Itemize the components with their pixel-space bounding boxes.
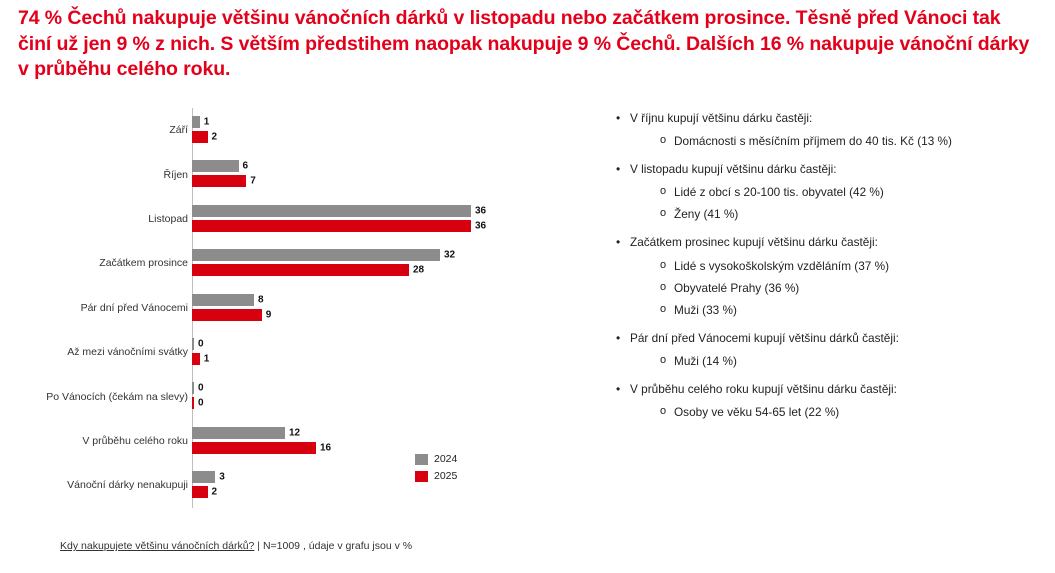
bullet-icon: • bbox=[616, 235, 621, 250]
sub-bullet-icon: o bbox=[660, 302, 667, 315]
insight-sub-text: Obyvatelé Prahy (36 %) bbox=[674, 280, 800, 295]
sub-bullet-icon: o bbox=[660, 405, 667, 418]
chart-row bbox=[20, 108, 600, 152]
legend-label: 2024 bbox=[434, 453, 458, 465]
chart-bar bbox=[192, 353, 200, 365]
insight-sub-text: Lidé z obcí s 20-100 tis. obyvatel (42 %) bbox=[674, 185, 884, 200]
legend-item-2024 bbox=[415, 453, 457, 465]
sub-bullet-icon: o bbox=[660, 280, 667, 293]
bullet-icon: • bbox=[616, 162, 621, 177]
chart-bar bbox=[192, 220, 471, 232]
insight-block bbox=[612, 161, 1042, 223]
chart-bar bbox=[192, 427, 285, 439]
bullet-icon: • bbox=[616, 382, 621, 397]
chart-row bbox=[20, 419, 600, 463]
insight-block bbox=[612, 110, 1042, 150]
insight-sub bbox=[612, 353, 1042, 370]
chart-bars bbox=[192, 330, 592, 374]
chart-bar bbox=[192, 397, 194, 409]
sub-bullet-icon: o bbox=[660, 258, 667, 271]
insight-main-text: V průběhu celého roku kupují většinu dárku častěji: bbox=[630, 382, 897, 397]
chart-bar-value: 36 bbox=[475, 220, 487, 232]
chart-bar-value: 1 bbox=[203, 353, 210, 365]
chart-bar bbox=[192, 160, 239, 172]
chart-bar-value: 3 bbox=[219, 471, 225, 483]
chart-bars bbox=[192, 463, 592, 507]
chart-bar-value: 2 bbox=[211, 486, 218, 498]
bullet-icon: • bbox=[616, 111, 621, 125]
chart-bars bbox=[192, 374, 592, 418]
sub-bullet-icon: o bbox=[660, 353, 667, 366]
insight-sub-text: Osoby ve věku 54-65 let (22 %) bbox=[674, 405, 840, 420]
chart-bar-value: 16 bbox=[320, 442, 332, 454]
chart-legend bbox=[415, 453, 457, 487]
chart-bar-value: 0 bbox=[198, 382, 204, 394]
chart-bar bbox=[192, 338, 194, 350]
chart-category-label: Po Vánocích (čekám na slevy) bbox=[46, 390, 188, 403]
insight-block bbox=[612, 234, 1042, 318]
insight-main bbox=[612, 161, 1042, 178]
chart-category-label: Říjen bbox=[163, 168, 188, 181]
chart-bar-value: 9 bbox=[265, 309, 272, 321]
insight-main bbox=[612, 110, 1042, 127]
legend-label: 2025 bbox=[434, 470, 458, 482]
insight-sub-text: Ženy (41 %) bbox=[674, 207, 739, 222]
bar-chart bbox=[20, 108, 600, 528]
sub-bullet-icon: o bbox=[660, 185, 667, 198]
insight-sub bbox=[612, 258, 1042, 275]
legend-item-2025 bbox=[415, 470, 457, 482]
footnote-rest: | N=1009 , údaje v grafu jsou v % bbox=[254, 540, 413, 552]
chart-bar-value: 1 bbox=[203, 116, 210, 128]
chart-bar bbox=[192, 264, 409, 276]
chart-row bbox=[20, 152, 600, 196]
insight-main-text: V říjnu kupují většinu dárku častěji: bbox=[630, 111, 813, 125]
legend-swatch-icon bbox=[415, 454, 428, 465]
chart-bar bbox=[192, 294, 254, 306]
chart-row bbox=[20, 330, 600, 374]
chart-category-label: Až mezi vánočními svátky bbox=[67, 346, 188, 359]
footnote-question: Kdy nakupujete většinu vánočních dárků? bbox=[60, 540, 255, 552]
chart-bar-value: 12 bbox=[289, 427, 301, 439]
chart-footnote bbox=[60, 540, 412, 552]
insight-sub-text: Muži (33 %) bbox=[674, 302, 737, 317]
bullet-icon: • bbox=[616, 330, 621, 345]
insight-main bbox=[612, 381, 1042, 398]
insight-main bbox=[612, 330, 1042, 347]
page-headline: 74 % Čechů nakupuje většinu vánočních dárků v listopadu nebo začátkem prosince. Těsně před Vánoci tak činí už jen 9 % z nich. S větším předstihem naopak nakupuje 9 % Čechů. Dalších 16 % nakupuje vánoční dárky v průběhu celého roku. bbox=[18, 7, 1030, 81]
insight-sub bbox=[612, 206, 1042, 223]
chart-category-label: V průběhu celého roku bbox=[82, 434, 188, 447]
chart-bar-value: 7 bbox=[250, 175, 256, 187]
chart-bar-value: 2 bbox=[211, 131, 218, 143]
chart-bar bbox=[192, 175, 246, 187]
chart-row bbox=[20, 241, 600, 285]
chart-category-label: Pár dní před Vánocemi bbox=[80, 301, 188, 314]
chart-row bbox=[20, 374, 600, 418]
chart-bar-value: 0 bbox=[198, 338, 204, 350]
insight-block bbox=[612, 330, 1042, 370]
chart-bar bbox=[192, 382, 194, 394]
chart-row bbox=[20, 463, 600, 507]
chart-bar bbox=[192, 309, 262, 321]
chart-bar bbox=[192, 131, 208, 143]
chart-bar bbox=[192, 249, 440, 261]
chart-bar bbox=[192, 486, 208, 498]
chart-bar bbox=[192, 471, 215, 483]
chart-bars bbox=[192, 152, 592, 196]
chart-bar-value: 28 bbox=[413, 264, 425, 276]
chart-bar-value: 36 bbox=[475, 205, 487, 217]
legend-swatch-icon bbox=[415, 471, 428, 482]
chart-bar-value: 0 bbox=[198, 397, 204, 409]
insight-sub bbox=[612, 280, 1042, 297]
chart-bars bbox=[192, 197, 592, 241]
chart-category-label: Začátkem prosince bbox=[99, 257, 188, 270]
insight-main-text: Začátkem prosinec kupují většinu dárku častěji: bbox=[630, 235, 878, 250]
insight-sub bbox=[612, 184, 1042, 201]
insight-block bbox=[612, 381, 1042, 421]
sub-bullet-icon: o bbox=[660, 134, 667, 147]
chart-container bbox=[20, 108, 600, 558]
chart-bar-value: 32 bbox=[444, 249, 456, 261]
chart-category-label: Vánoční dárky nenakupuji bbox=[67, 479, 188, 492]
chart-bars bbox=[192, 286, 592, 330]
chart-bar-value: 6 bbox=[242, 160, 249, 172]
chart-bars bbox=[192, 419, 592, 463]
chart-category-label: Září bbox=[169, 124, 188, 137]
insight-sub bbox=[612, 404, 1042, 421]
insight-main-text: Pár dní před Vánocemi kupují většinu dárků častěji: bbox=[630, 330, 899, 345]
insight-sub-text: Muži (14 %) bbox=[674, 353, 737, 368]
chart-bar bbox=[192, 442, 316, 454]
insights-list bbox=[612, 110, 1042, 432]
chart-bar-value: 8 bbox=[258, 294, 264, 306]
chart-row bbox=[20, 286, 600, 330]
chart-bar bbox=[192, 205, 471, 217]
chart-bar bbox=[192, 116, 200, 128]
insight-main bbox=[612, 234, 1042, 251]
chart-category-label: Listopad bbox=[148, 212, 188, 225]
chart-bars bbox=[192, 241, 592, 285]
insight-sub bbox=[612, 302, 1042, 319]
insight-sub-text: Lidé s vysokoškolským vzděláním (37 %) bbox=[674, 258, 890, 273]
chart-row bbox=[20, 197, 600, 241]
insight-sub-text: Domácnosti s měsíčním příjmem do 40 tis. Kč (13 %) bbox=[674, 134, 952, 149]
insight-main-text: V listopadu kupují většinu dárku častěji: bbox=[630, 162, 837, 177]
chart-bars bbox=[192, 108, 592, 152]
sub-bullet-icon: o bbox=[660, 207, 667, 220]
insight-sub bbox=[612, 133, 1042, 150]
